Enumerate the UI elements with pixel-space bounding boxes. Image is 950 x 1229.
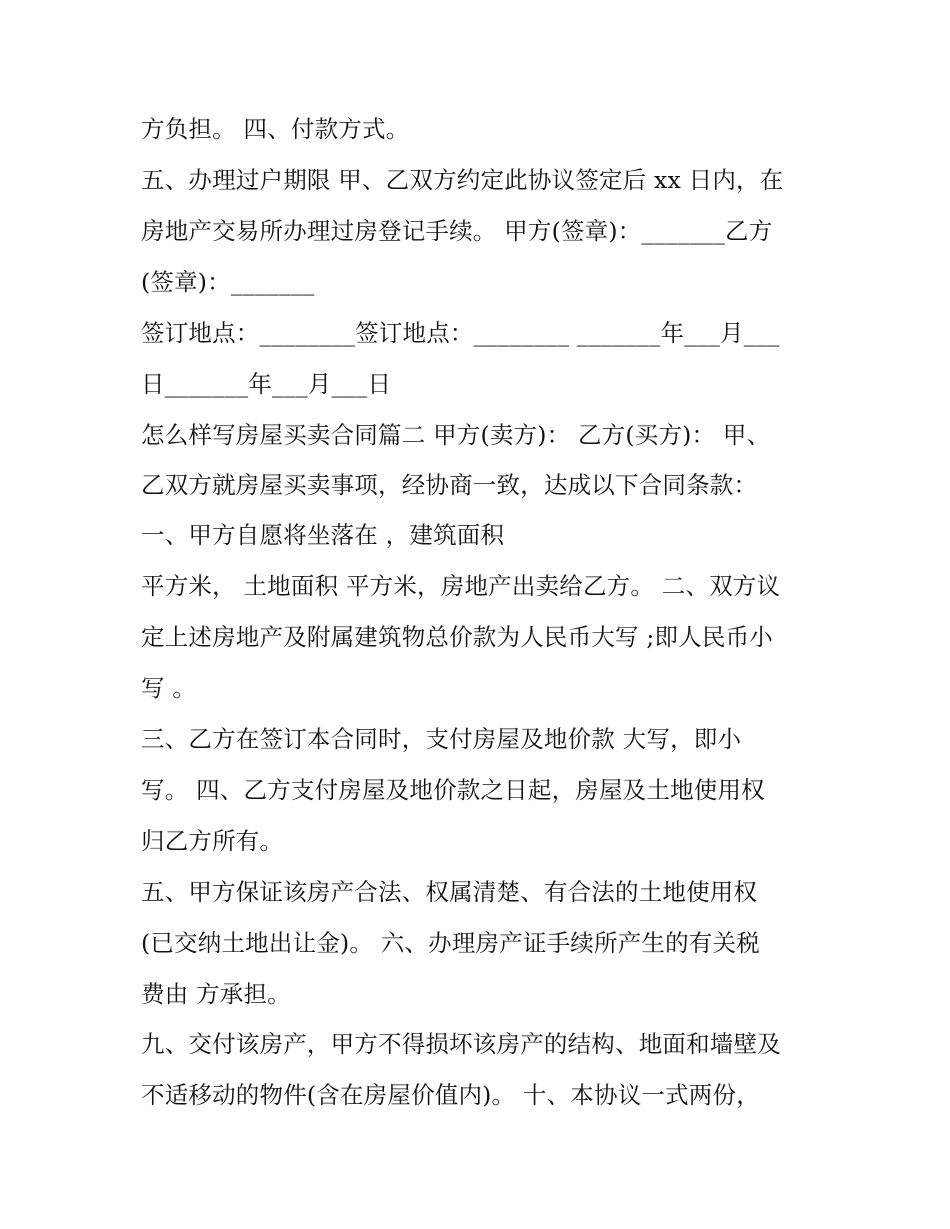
text-line: 签订地点：________签订地点：________ _______年___月___ [141, 319, 780, 347]
text-line: 定上述房地产及附属建筑物总价款为人民币大写 ;即人民币小 [141, 623, 773, 651]
text-line: 不适移动的物件(含在房屋价值内)。 十、本协议一式两份， [141, 1081, 760, 1109]
text-line: 房地产交易所办理过房登记手续。 甲方(签章)：_______乙方 [141, 217, 773, 245]
text-line: (签章)：_______ [141, 268, 315, 296]
text-line: 五、办理过户期限 甲、乙双方约定此协议签定后 xx 日内，在 [141, 166, 784, 194]
text-line: 日_______年___月___日 [141, 370, 392, 398]
text-line: 怎么样写房屋买卖合同篇二 甲方(卖方)： 乙方(买方)： 甲、 [141, 421, 771, 449]
text-line: 三、乙方在签订本合同时，支付房屋及地价款 大写，即小 [141, 725, 742, 753]
text-line: (已交纳土地出让金)。 六、办理房产证手续所产生的有关税 [141, 929, 760, 957]
text-line: 写 。 [141, 674, 197, 702]
text-line: 平方米， 土地面积 平方米，房地产出卖给乙方。 二、双方议 [141, 572, 781, 600]
text-line: 五、甲方保证该房产合法、权属清楚、有合法的土地使用权 [141, 878, 758, 906]
text-line: 一、甲方自愿将坐落在 ，建筑面积 [141, 521, 505, 549]
text-line: 方负担。 四、付款方式。 [141, 115, 410, 143]
text-line: 九、交付该房产，甲方不得损坏该房产的结构、地面和墙壁及 [141, 1030, 781, 1058]
text-line: 费由 方承担。 [141, 980, 291, 1008]
text-line: 归乙方所有。 [141, 827, 284, 855]
text-line: 写。 四、乙方支付房屋及地价款之日起，房屋及土地使用权 [141, 776, 765, 804]
text-line: 乙双方就房屋买卖事项，经协商一致，达成以下合同条款： [141, 471, 758, 499]
